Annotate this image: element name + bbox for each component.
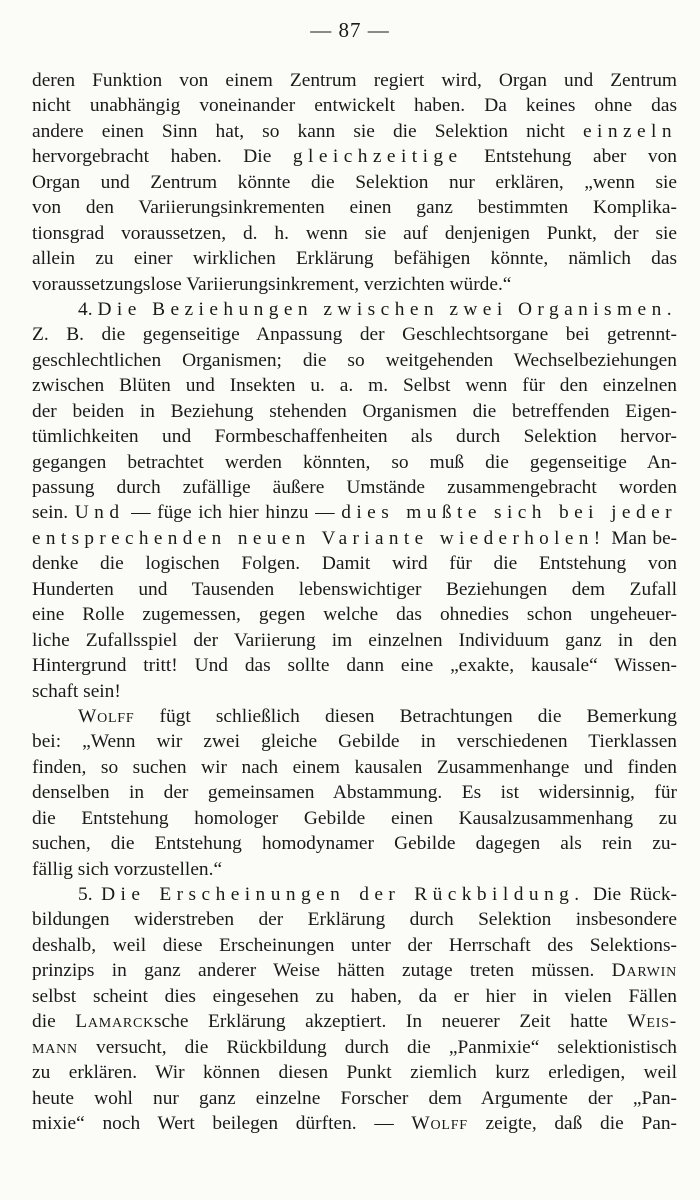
text-run: sche Erklärung akzeptiert. In neuerer Zeit hatte [153, 1011, 628, 1033]
text-run: selbst scheint dies eingesehen zu haben, da er hier in vielen Fällen [32, 985, 677, 1007]
text-line [32, 628, 677, 653]
text-line [32, 399, 677, 424]
text-line [32, 729, 677, 754]
text-run: 5. [78, 884, 102, 905]
text-run: tümlichkeiten und Formbeschaffenheiten als durch Selektion hervor- [32, 426, 677, 448]
text-line [32, 679, 677, 704]
text-line [32, 195, 677, 220]
author-name: Wolff [78, 705, 135, 727]
text-run: die Entstehung homologer Gebilde einen Kausalzusammenhang zu [32, 807, 677, 829]
author-name: mann [32, 1036, 78, 1058]
author-name: Wolff [411, 1112, 468, 1134]
text-line [32, 704, 677, 729]
text-run: heute wohl nur ganz einzelne Forscher dem Argumente der „Pan- [32, 1087, 677, 1109]
text-line [32, 424, 677, 449]
spaced-emphasis: gleichzeitige [292, 146, 463, 168]
text-line [32, 348, 677, 373]
text-run: hervorgebracht haben. Die [32, 146, 293, 168]
text-run: bildungen widerstreben der Erklärung durch Selektion insbesondere [32, 909, 677, 931]
text-run: geschlechtlichen Organismen; die so weitgehenden Wechselbeziehungen [32, 349, 677, 371]
text-run: fällig sich vorzustellen.“ [32, 858, 223, 880]
text-line [32, 958, 677, 983]
text-run: passung durch zufällige äußere Umstände zusammengebracht worden [32, 477, 677, 498]
author-name: Weis- [627, 1011, 677, 1033]
spaced-emphasis: entsprechenden neuen Variante wiederholen! [32, 527, 606, 549]
text-line [32, 170, 677, 195]
text-run: schaft sein! [32, 680, 121, 702]
text-run: Z. B. die gegenseitige Anpassung der Geschlechtsorgane bei getrennt- [32, 324, 677, 346]
text-line [32, 1009, 677, 1034]
text-run: 4. [78, 298, 98, 320]
text-run: fügt schließlich diesen Betrachtungen die Bemerkung [134, 705, 677, 727]
text-run: Hunderten und Tausenden lebenswichtiger Beziehungen dem Zufall [32, 578, 677, 600]
text-run: bei: „Wenn wir zwei gleiche Gebilde in verschiedenen Tierklassen [32, 731, 677, 753]
author-name: Lamarck [75, 1011, 154, 1033]
text-line [32, 933, 677, 958]
spaced-emphasis: einzeln [582, 120, 677, 142]
spaced-emphasis: Die Erscheinungen der Rückbildung. [101, 884, 585, 905]
text-run: denselben in der gemeinsamen Abstammung. Es ist widersinnig, für [32, 782, 677, 804]
text-run: die [32, 1011, 76, 1033]
text-run: versucht, die Rückbildung durch die „Panmixie“ selektionistisch [77, 1036, 677, 1058]
text-run: denke die logischen Folgen. Damit wird für die Entstehung von [32, 553, 677, 575]
text-line [32, 119, 677, 144]
page-number: — 87 — [310, 18, 390, 42]
text-run: nicht unabhängig voneinander entwickelt haben. Da keines ohne das [32, 95, 677, 117]
text-run: deshalb, weil diese Erscheinungen unter der Herrschaft des Selektions- [32, 934, 677, 956]
text-run: zwischen Blüten und Insekten u. a. m. Selbst wenn für den einzelnen [32, 375, 677, 397]
text-line [32, 806, 677, 831]
text-run: gegangen betrachtet werden könnten, so muß die gegenseitige An- [32, 451, 677, 473]
text-run: suchen, die Entstehung homodynamer Gebilde dagegen als rein zu- [32, 833, 677, 855]
text-line [32, 984, 677, 1009]
text-run: der beiden in Beziehung stehenden Organismen die betreffenden Eigen- [32, 400, 677, 422]
text-line [32, 551, 677, 576]
text-run: sein. [32, 502, 75, 524]
text-line [32, 1086, 677, 1111]
text-line [32, 882, 677, 907]
text-line [32, 450, 677, 475]
text-line [32, 322, 677, 347]
text-run: finden, so suchen wir nach einem kausalen Zusammenhange und finden [32, 756, 677, 778]
text-run: Man be- [605, 527, 677, 549]
text-run: deren Funktion von einem Zentrum regiert wird, Organ und Zentrum [32, 70, 677, 91]
text-run: tionsgrad voraussetzen, d. h. wenn sie auf denjenigen Punkt, der sie [32, 222, 677, 244]
text-run: voraussetzungslose Variierungsinkrement, verzichten würde.“ [32, 273, 512, 295]
spaced-emphasis: Und [74, 502, 125, 524]
text-line [32, 246, 677, 271]
text-line [32, 68, 677, 93]
text-run: zeigte, daß die Pan- [467, 1112, 677, 1134]
text-line [32, 653, 677, 678]
text-line [32, 755, 677, 780]
text-run: von den Variierungsinkrementen einen ganz bestimmten Komplika- [32, 197, 677, 219]
text-run: Hintergrund tritt! Und das sollte dann eine „exakte, kausale“ Wissen- [32, 655, 677, 677]
text-line [32, 144, 677, 169]
text-run: Die Rück- [584, 884, 678, 905]
text-line [32, 526, 677, 551]
text-run: Entstehung aber von [462, 146, 677, 168]
text-line [32, 602, 677, 627]
text-line [32, 221, 677, 246]
text-run: Organ und Zentrum könnte die Selektion nur erklären, „wenn sie [32, 171, 677, 193]
text-line [32, 93, 677, 118]
text-line [32, 907, 677, 932]
text-run: mixie“ noch Wert beilegen dürften. — [32, 1112, 412, 1134]
spaced-emphasis: dies mußte sich bei jeder [341, 502, 678, 524]
text-run: prinzips in ganz anderer Weise hätten zutage treten müssen. [32, 960, 612, 982]
text-line [32, 475, 677, 500]
text-line [32, 272, 677, 297]
text-line [32, 831, 677, 856]
text-run: allein zu einer wirklichen Erklärung befähigen könnte, nämlich das [32, 248, 677, 270]
text-run: — füge ich hier hinzu — [124, 502, 342, 524]
body-text [32, 68, 677, 1136]
text-line [32, 373, 677, 398]
text-line [32, 500, 677, 525]
text-line [32, 577, 677, 602]
text-line [32, 1035, 677, 1060]
text-line [32, 857, 677, 882]
text-line [32, 297, 677, 322]
text-run: liche Zufallsspiel der Variierung im einzelnen Individuum ganz in den [32, 629, 677, 651]
author-name: Darwin [611, 960, 677, 982]
text-line [32, 1111, 677, 1136]
text-line [32, 780, 677, 805]
text-line [32, 1060, 677, 1085]
text-run: eine Rolle zugemessen, gegen welche das ohnedies schon ungeheuer- [32, 604, 677, 626]
spaced-emphasis: Die Beziehungen zwischen zwei Organismen. [97, 298, 677, 320]
text-run: andere einen Sinn hat, so kann sie die Selektion nicht [32, 120, 583, 142]
text-run: zu erklären. Wir können diesen Punkt ziemlich kurz erledigen, weil [32, 1062, 677, 1084]
